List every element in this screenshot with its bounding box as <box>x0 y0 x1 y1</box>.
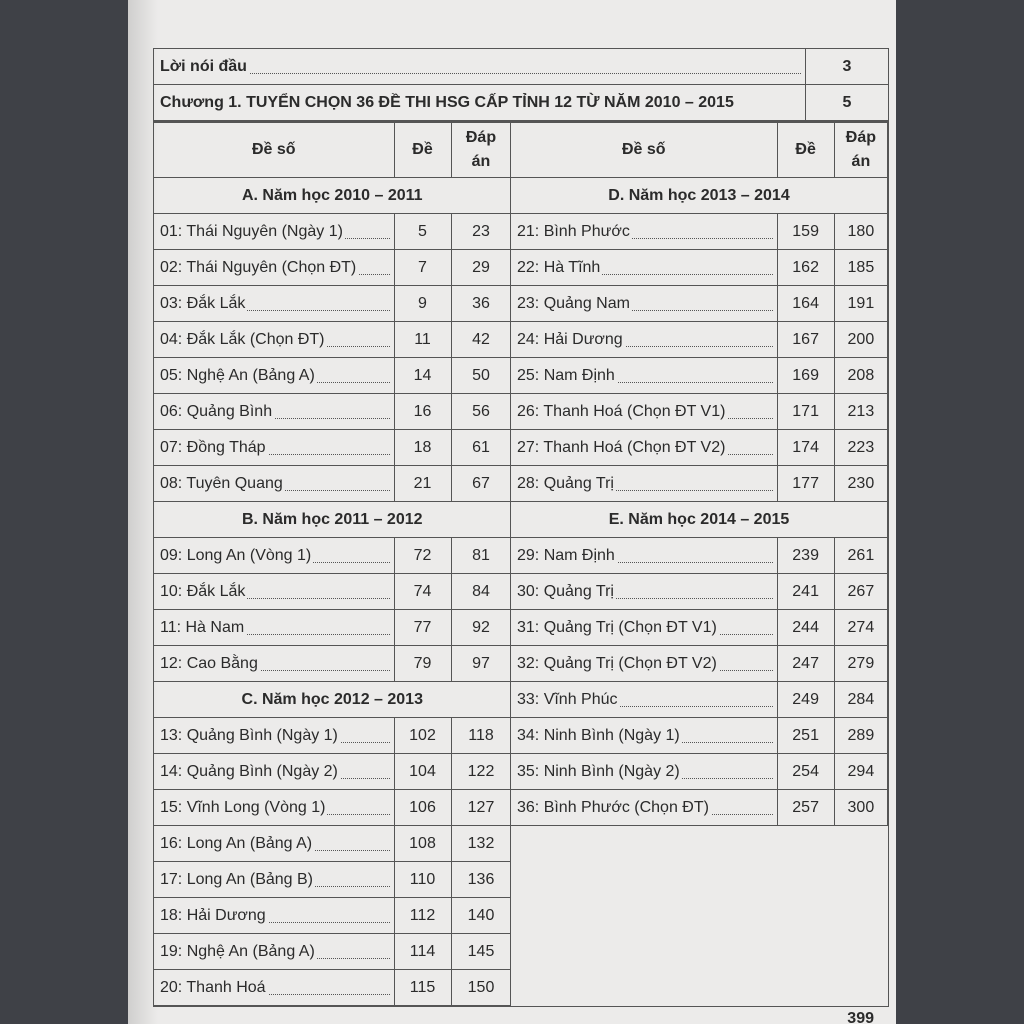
toc-entry-row[interactable] <box>511 286 888 322</box>
toc-entry-row[interactable] <box>511 358 888 394</box>
exam-page: 108 <box>394 826 451 862</box>
toc-entry-row[interactable] <box>154 286 511 322</box>
book-page <box>128 0 896 1024</box>
answer-page: 208 <box>834 358 887 394</box>
exam-page: 167 <box>777 322 834 358</box>
exam-page: 16 <box>394 394 451 430</box>
exam-page: 102 <box>394 718 451 754</box>
answer-page: 185 <box>834 250 887 286</box>
toc-entry-row[interactable] <box>154 646 511 682</box>
toc-entry-row[interactable] <box>154 970 511 1006</box>
toc-entry-row[interactable] <box>154 754 511 790</box>
answer-page: 140 <box>451 898 511 934</box>
exam-page: 11 <box>394 322 451 358</box>
right-column <box>511 122 889 1007</box>
answer-page: 289 <box>834 718 887 754</box>
exam-page: 257 <box>777 790 834 826</box>
toc-entry-row[interactable] <box>154 898 511 934</box>
right-header-row <box>511 123 888 178</box>
intro-page: 3 <box>806 49 889 85</box>
section-row <box>511 502 888 538</box>
section-title: A. Năm học 2010 – 2011 <box>154 178 511 214</box>
exam-name: 13: Quảng Bình (Ngày 1) <box>154 718 394 754</box>
answer-page: 122 <box>451 754 511 790</box>
answer-page: 200 <box>834 322 887 358</box>
section-title: D. Năm học 2013 – 2014 <box>511 178 888 214</box>
exam-page: 177 <box>777 466 834 502</box>
toc-entry-row[interactable] <box>511 538 888 574</box>
section-row <box>511 178 888 214</box>
exam-name: 22: Hà Tĩnh <box>511 250 777 286</box>
answer-page: 118 <box>451 718 511 754</box>
exam-name: 25: Nam Định <box>511 358 777 394</box>
exam-name: 09: Long An (Vòng 1) <box>154 538 394 574</box>
exam-page: 112 <box>394 898 451 934</box>
section-row <box>154 682 511 718</box>
chapter-row <box>154 85 889 121</box>
exam-name: 03: Đắk Lắk <box>154 286 394 322</box>
exam-name: 11: Hà Nam <box>154 610 394 646</box>
header-name: Đề số <box>511 123 777 178</box>
answer-page: 274 <box>834 610 887 646</box>
toc-entry-row[interactable] <box>511 610 888 646</box>
answer-page: 136 <box>451 862 511 898</box>
exam-name: 01: Thái Nguyên (Ngày 1) <box>154 214 394 250</box>
answer-page: 150 <box>451 970 511 1006</box>
exam-name: 27: Thanh Hoá (Chọn ĐT V2) <box>511 430 777 466</box>
exam-name: 10: Đắk Lắk <box>154 574 394 610</box>
toc-entry-row[interactable] <box>511 790 888 826</box>
exam-name: 04: Đắk Lắk (Chọn ĐT) <box>154 322 394 358</box>
answer-page: 97 <box>451 646 511 682</box>
header-answer: Đáp án <box>451 123 511 178</box>
exam-page: 5 <box>394 214 451 250</box>
answer-page: 145 <box>451 934 511 970</box>
exam-name: 05: Nghệ An (Bảng A) <box>154 358 394 394</box>
exam-page: 162 <box>777 250 834 286</box>
exam-page: 106 <box>394 790 451 826</box>
exam-page: 72 <box>394 538 451 574</box>
exam-name: 02: Thái Nguyên (Chọn ĐT) <box>154 250 394 286</box>
toc-entry-row[interactable] <box>154 358 511 394</box>
toc-entry-row[interactable] <box>154 790 511 826</box>
left-header-row <box>154 123 511 178</box>
exam-name: 36: Bình Phước (Chọn ĐT) <box>511 790 777 826</box>
exam-name: 28: Quảng Trị <box>511 466 777 502</box>
toc-header-table <box>153 48 889 121</box>
chapter-page: 5 <box>806 85 889 121</box>
toc-entry-row[interactable] <box>511 250 888 286</box>
exam-page: 77 <box>394 610 451 646</box>
exam-name: 07: Đồng Tháp <box>154 430 394 466</box>
answer-page: 267 <box>834 574 887 610</box>
answer-page: 29 <box>451 250 511 286</box>
exam-page: 74 <box>394 574 451 610</box>
answer-page: 92 <box>451 610 511 646</box>
exam-page: 115 <box>394 970 451 1006</box>
answer-page: 84 <box>451 574 511 610</box>
exam-name: 14: Quảng Bình (Ngày 2) <box>154 754 394 790</box>
exam-name: 15: Vĩnh Long (Vòng 1) <box>154 790 394 826</box>
toc-body-table <box>153 121 889 1007</box>
exam-name: 34: Ninh Bình (Ngày 1) <box>511 718 777 754</box>
exam-page: 251 <box>777 718 834 754</box>
answer-page: 81 <box>451 538 511 574</box>
toc-entry-row[interactable] <box>511 214 888 250</box>
section-row <box>154 178 511 214</box>
toc-entry-row[interactable] <box>511 574 888 610</box>
exam-page: 169 <box>777 358 834 394</box>
answer-page: 294 <box>834 754 887 790</box>
toc-entry-row[interactable] <box>511 646 888 682</box>
exam-name: 24: Hải Dương <box>511 322 777 358</box>
toc-entry-row[interactable] <box>154 934 511 970</box>
header-exam: Đề <box>777 123 834 178</box>
section-title: E. Năm học 2014 – 2015 <box>511 502 888 538</box>
exam-name: 33: Vĩnh Phúc <box>511 682 777 718</box>
toc-entry-row[interactable] <box>154 862 511 898</box>
section-row <box>154 502 511 538</box>
exam-page: 247 <box>777 646 834 682</box>
toc-entry-row[interactable] <box>511 466 888 502</box>
answer-page: 284 <box>834 682 887 718</box>
exam-page: 171 <box>777 394 834 430</box>
toc-entry-row[interactable] <box>511 394 888 430</box>
exam-name: 20: Thanh Hoá <box>154 970 394 1006</box>
left-sections-table <box>154 122 511 1006</box>
exam-page: 9 <box>394 286 451 322</box>
answer-page: 223 <box>834 430 887 466</box>
exam-page: 254 <box>777 754 834 790</box>
intro-label: Lời nói đầu <box>154 49 806 85</box>
exam-name: 08: Tuyên Quang <box>154 466 394 502</box>
exam-page: 114 <box>394 934 451 970</box>
exam-name: 29: Nam Định <box>511 538 777 574</box>
chapter-label: Chương 1. TUYỂN CHỌN 36 ĐỀ THI HSG CẤP TỈNH 12 TỪ NĂM 2010 – 2015 <box>154 85 806 121</box>
exam-page: 239 <box>777 538 834 574</box>
answer-page: 261 <box>834 538 887 574</box>
toc-entry-row[interactable] <box>154 538 511 574</box>
exam-page: 79 <box>394 646 451 682</box>
left-column <box>154 122 511 1007</box>
exam-name: 23: Quảng Nam <box>511 286 777 322</box>
toc-entry-row[interactable] <box>511 754 888 790</box>
toc-entry-row[interactable] <box>154 214 511 250</box>
exam-page: 159 <box>777 214 834 250</box>
toc-entry-row[interactable] <box>511 322 888 358</box>
exam-page: 244 <box>777 610 834 646</box>
answer-page: 56 <box>451 394 511 430</box>
answer-page: 279 <box>834 646 887 682</box>
section-title: B. Năm học 2011 – 2012 <box>154 502 511 538</box>
answer-page: 132 <box>451 826 511 862</box>
page-number: 399 <box>847 1010 874 1024</box>
answer-page: 191 <box>834 286 887 322</box>
table-of-contents <box>153 48 888 1007</box>
toc-entry-row[interactable] <box>154 394 511 430</box>
exam-page: 174 <box>777 430 834 466</box>
exam-name: 16: Long An (Bảng A) <box>154 826 394 862</box>
answer-page: 61 <box>451 430 511 466</box>
exam-name: 31: Quảng Trị (Chọn ĐT V1) <box>511 610 777 646</box>
toc-entry-row[interactable] <box>154 826 511 862</box>
exam-name: 35: Ninh Bình (Ngày 2) <box>511 754 777 790</box>
intro-row <box>154 49 889 85</box>
toc-entry-row[interactable] <box>154 250 511 286</box>
exam-name: 06: Quảng Bình <box>154 394 394 430</box>
toc-entry-row[interactable] <box>154 610 511 646</box>
answer-page: 127 <box>451 790 511 826</box>
section-title: C. Năm học 2012 – 2013 <box>154 682 511 718</box>
exam-name: 32: Quảng Trị (Chọn ĐT V2) <box>511 646 777 682</box>
answer-page: 42 <box>451 322 511 358</box>
exam-page: 14 <box>394 358 451 394</box>
header-name: Đề số <box>154 123 394 178</box>
toc-entry-row[interactable] <box>154 430 511 466</box>
answer-page: 180 <box>834 214 887 250</box>
answer-page: 67 <box>451 466 511 502</box>
answer-page: 50 <box>451 358 511 394</box>
exam-name: 17: Long An (Bảng B) <box>154 862 394 898</box>
exam-name: 19: Nghệ An (Bảng A) <box>154 934 394 970</box>
answer-page: 36 <box>451 286 511 322</box>
exam-page: 164 <box>777 286 834 322</box>
exam-name: 30: Quảng Trị <box>511 574 777 610</box>
exam-page: 21 <box>394 466 451 502</box>
exam-page: 249 <box>777 682 834 718</box>
exam-page: 18 <box>394 430 451 466</box>
exam-name: 21: Bình Phước <box>511 214 777 250</box>
toc-entry-row[interactable] <box>511 430 888 466</box>
exam-name: 26: Thanh Hoá (Chọn ĐT V1) <box>511 394 777 430</box>
header-exam: Đề <box>394 123 451 178</box>
exam-page: 241 <box>777 574 834 610</box>
toc-entry-row[interactable] <box>511 718 888 754</box>
exam-name: 18: Hải Dương <box>154 898 394 934</box>
answer-page: 23 <box>451 214 511 250</box>
toc-entry-row[interactable] <box>154 718 511 754</box>
answer-page: 300 <box>834 790 887 826</box>
toc-entry-row[interactable] <box>154 466 511 502</box>
exam-page: 7 <box>394 250 451 286</box>
toc-entry-row[interactable] <box>511 682 888 718</box>
exam-page: 104 <box>394 754 451 790</box>
right-sections-table <box>511 122 888 826</box>
toc-entry-row[interactable] <box>154 574 511 610</box>
answer-page: 230 <box>834 466 887 502</box>
header-answer: Đáp án <box>834 123 887 178</box>
toc-entry-row[interactable] <box>154 322 511 358</box>
exam-name: 12: Cao Bằng <box>154 646 394 682</box>
exam-page: 110 <box>394 862 451 898</box>
answer-page: 213 <box>834 394 887 430</box>
